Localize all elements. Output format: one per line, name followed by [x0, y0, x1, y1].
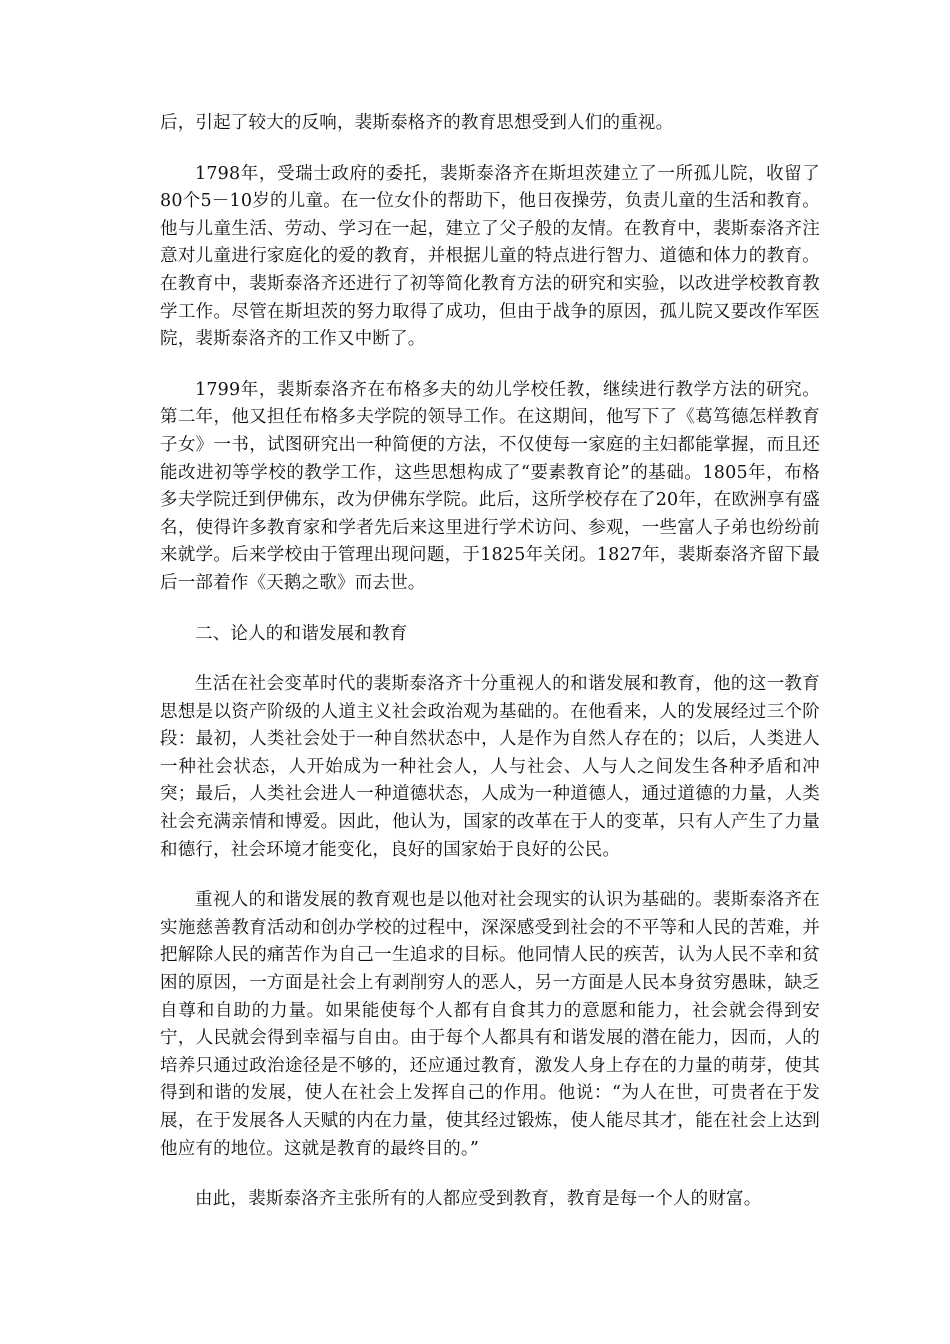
paragraph-burgdorf-school: 1799年，裴斯泰洛齐在布格多夫的幼儿学校任教，继续进行教学方法的研究。第二年，他又担任布格多夫学院的领导工作。在这期间，他写下了《葛笃德怎样教育子女》一书，试图研究出一种简便的方法，不仅使每一家庭的主妇都能掌握，而且还能改进初等学校的教学工作，这些思想构成了“要素教育论”的基础。1805年，布格多夫学院迁到伊佛东，改为伊佛东学院。此后，这所学校存在了20年，在欧洲享有盛名，使得许多教育家和学者先后来这里进行学术访问、参观，一些富人子弟也纷纷前来就学。后来学校由于管理出现问题，于1825年关闭。1827年，裴斯泰洛齐留下最后一部着作《天鹅之歌》而去世。 — [160, 379, 820, 593]
paragraph-continuation: 后，引起了较大的反响，裴斯泰格齐的教育思想受到人们的重视。 — [160, 113, 674, 133]
paragraph-stanz-orphanage: 1798年，受瑞士政府的委托，裴斯泰洛齐在斯坦茨建立了一所孤儿院，收留了80个5－10岁的儿童。在一位女仆的帮助下，他日夜操劳，负责儿童的生活和教育。他与儿童生活、劳动、学习在一起，建立了父子般的友情。在教育中，裴斯泰洛齐注意对儿童进行家庭化的爱的教育，并根据儿童的特点进行智力、道德和体力的教育。在教育中，裴斯泰洛齐还进行了初等简化教育方法的研究和实验，以改进学校教育教学工作。尽管在斯坦茨的努力取得了成功，但由于战争的原因，孤儿院又要改作军医院，裴斯泰洛齐的工作又中断了。 — [160, 163, 820, 350]
document-body — [160, 110, 820, 1237]
paragraph-education-for-all: 由此，裴斯泰洛齐主张所有的人都应受到教育，教育是每一个人的财富。 — [195, 1189, 762, 1210]
paragraph-social-reality: 重视人的和谐发展的教育观也是以他对社会现实的认识为基础的。裴斯泰洛齐在实施慈善教育活动和创办学校的过程中，深深感受到社会的不平等和人民的苦难，并把解除人民的痛苦作为自己一生追求的目标。他同情人民的疾苦，认为人民不幸和贫困的原因，一方面是社会上有剥削穷人的恶人，另一方面是人民本身贫穷愚昧，缺乏自尊和自助的力量。如果能使每个人都有自食其力的意愿和能力，社会就会得到安宁，人民就会得到幸福与自由。由于每个人都具有和谐发展的潜在能力，因而，人的培养只通过政治途径是不够的，还应通过教育，激发人身上存在的力量的萌芽，使其得到和谐的发展，使人在社会上发挥自己的作用。他说：“为人在世，可贵者在于发展，在于发展各人天赋的内在力量，使其经过锻炼，使人能尽其才，能在社会上达到他应有的地位。这就是教育的最终目的。” — [160, 890, 820, 1159]
section-heading: 二、论人的和谐发展和教育 — [195, 623, 408, 644]
paragraph-harmonious-development: 生活在社会变革时代的裴斯泰洛齐十分重视人的和谐发展和教育，他的这一教育思想是以资产阶级的人道主义社会政治观为基础的。在他看来，人的发展经过三个阶段：最初，人类社会处于一种自然状态中，人是作为自然人存在的；以后，人类进人一种社会状态，人开始成为一种社会人，人与社会、人与人之间发生各种矛盾和冲突；最后，人类社会进人一种道德状态，人成为一种道德人，通过道德的力量，人类社会充满亲情和博爱。因此，他认为，国家的改革在于人的变革，只有人产生了力量和德行，社会环境才能变化，良好的国家始于良好的公民。 — [160, 674, 820, 860]
